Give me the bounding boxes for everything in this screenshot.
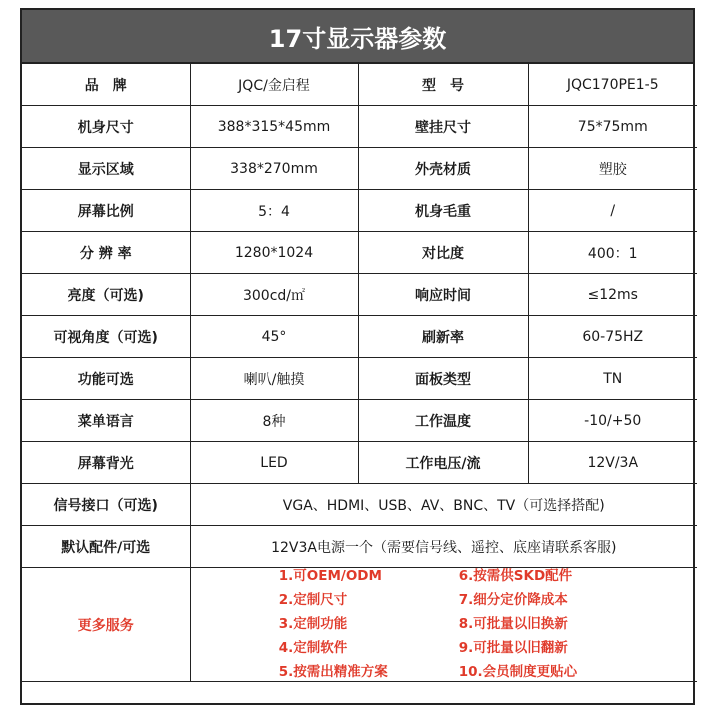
- service-item: 1.可OEM/ODM: [278, 568, 382, 584]
- spec-value: /: [528, 190, 697, 232]
- table-row: [22, 148, 697, 190]
- table-row: [22, 274, 697, 316]
- table-row: [22, 316, 697, 358]
- service-item: 8.可批量以旧换新: [458, 616, 568, 632]
- spec-label: 可视角度（可选): [22, 316, 190, 358]
- signal-label: 信号接口（可选): [22, 484, 190, 526]
- spec-value: ≤12ms: [528, 274, 697, 316]
- sheet-title: 17寸显示器参数: [22, 10, 693, 64]
- service-item: 10.会员制度更贴心: [458, 664, 578, 680]
- spec-value: 塑胶: [528, 148, 697, 190]
- spec-label: 屏幕比例: [22, 190, 190, 232]
- service-item: 2.定制尺寸: [278, 592, 348, 608]
- spec-value: 338*270mm: [190, 148, 358, 190]
- signal-value: VGA、HDMI、USB、AV、BNC、TV（可选择搭配): [190, 484, 697, 526]
- spec-label: 型 号: [358, 64, 528, 106]
- spec-value: 1280*1024: [190, 232, 358, 274]
- accessories-row: [22, 526, 697, 568]
- spec-sheet: [20, 8, 695, 705]
- accessories-value: 12V3A电源一个（需要信号线、遥控、底座请联系客服): [190, 526, 697, 568]
- spec-value: 8种: [190, 400, 358, 442]
- spec-label: 对比度: [358, 232, 528, 274]
- signal-row: [22, 484, 697, 526]
- spec-label: 工作温度: [358, 400, 528, 442]
- service-item: 9.可批量以旧翻新: [458, 640, 568, 656]
- spec-value: 388*315*45mm: [190, 106, 358, 148]
- spec-label: 壁挂尺寸: [358, 106, 528, 148]
- table-row: [22, 358, 697, 400]
- services-row: [22, 568, 697, 682]
- spec-value: TN: [528, 358, 697, 400]
- spec-value: 60-75HZ: [528, 316, 697, 358]
- services-cell: [190, 568, 697, 682]
- spec-label: 分 辨 率: [22, 232, 190, 274]
- spec-label: 外壳材质: [358, 148, 528, 190]
- spec-value: -10/+50: [528, 400, 697, 442]
- spec-value: 300cd/㎡: [190, 274, 358, 316]
- spec-label: 机身毛重: [358, 190, 528, 232]
- table-row: [22, 442, 697, 484]
- spec-value: 12V/3A: [528, 442, 697, 484]
- spec-label: 刷新率: [358, 316, 528, 358]
- spec-value: 5：4: [190, 190, 358, 232]
- spec-label: 品 牌: [22, 64, 190, 106]
- spec-label: 面板类型: [358, 358, 528, 400]
- service-item: 4.定制软件: [278, 640, 348, 656]
- spec-table: [22, 64, 697, 682]
- spec-label: 亮度（可选): [22, 274, 190, 316]
- spec-label: 响应时间: [358, 274, 528, 316]
- service-item: 6.按需供SKD配件: [458, 568, 573, 584]
- service-item: 7.细分定价降成本: [458, 592, 568, 608]
- spec-value: 45°: [190, 316, 358, 358]
- table-row: [22, 232, 697, 274]
- table-row: [22, 106, 697, 148]
- service-item: 5.按需出精准方案: [278, 664, 388, 680]
- services-list: [191, 568, 698, 681]
- spec-label: 显示区域: [22, 148, 190, 190]
- spec-label: 机身尺寸: [22, 106, 190, 148]
- spec-label: 功能可选: [22, 358, 190, 400]
- table-row: [22, 400, 697, 442]
- service-item: 3.定制功能: [278, 616, 348, 632]
- spec-value: 75*75mm: [528, 106, 697, 148]
- spec-label: 菜单语言: [22, 400, 190, 442]
- spec-value: JQC170PE1-5: [528, 64, 697, 106]
- spec-value: 喇叭/触摸: [190, 358, 358, 400]
- accessories-label: 默认配件/可选: [22, 526, 190, 568]
- table-row: [22, 64, 697, 106]
- spec-label: 工作电压/流: [358, 442, 528, 484]
- services-label: 更多服务: [22, 568, 190, 682]
- spec-value: LED: [190, 442, 358, 484]
- spec-value: JQC/金启程: [190, 64, 358, 106]
- spec-value: 400：1: [528, 232, 697, 274]
- spec-label: 屏幕背光: [22, 442, 190, 484]
- table-row: [22, 190, 697, 232]
